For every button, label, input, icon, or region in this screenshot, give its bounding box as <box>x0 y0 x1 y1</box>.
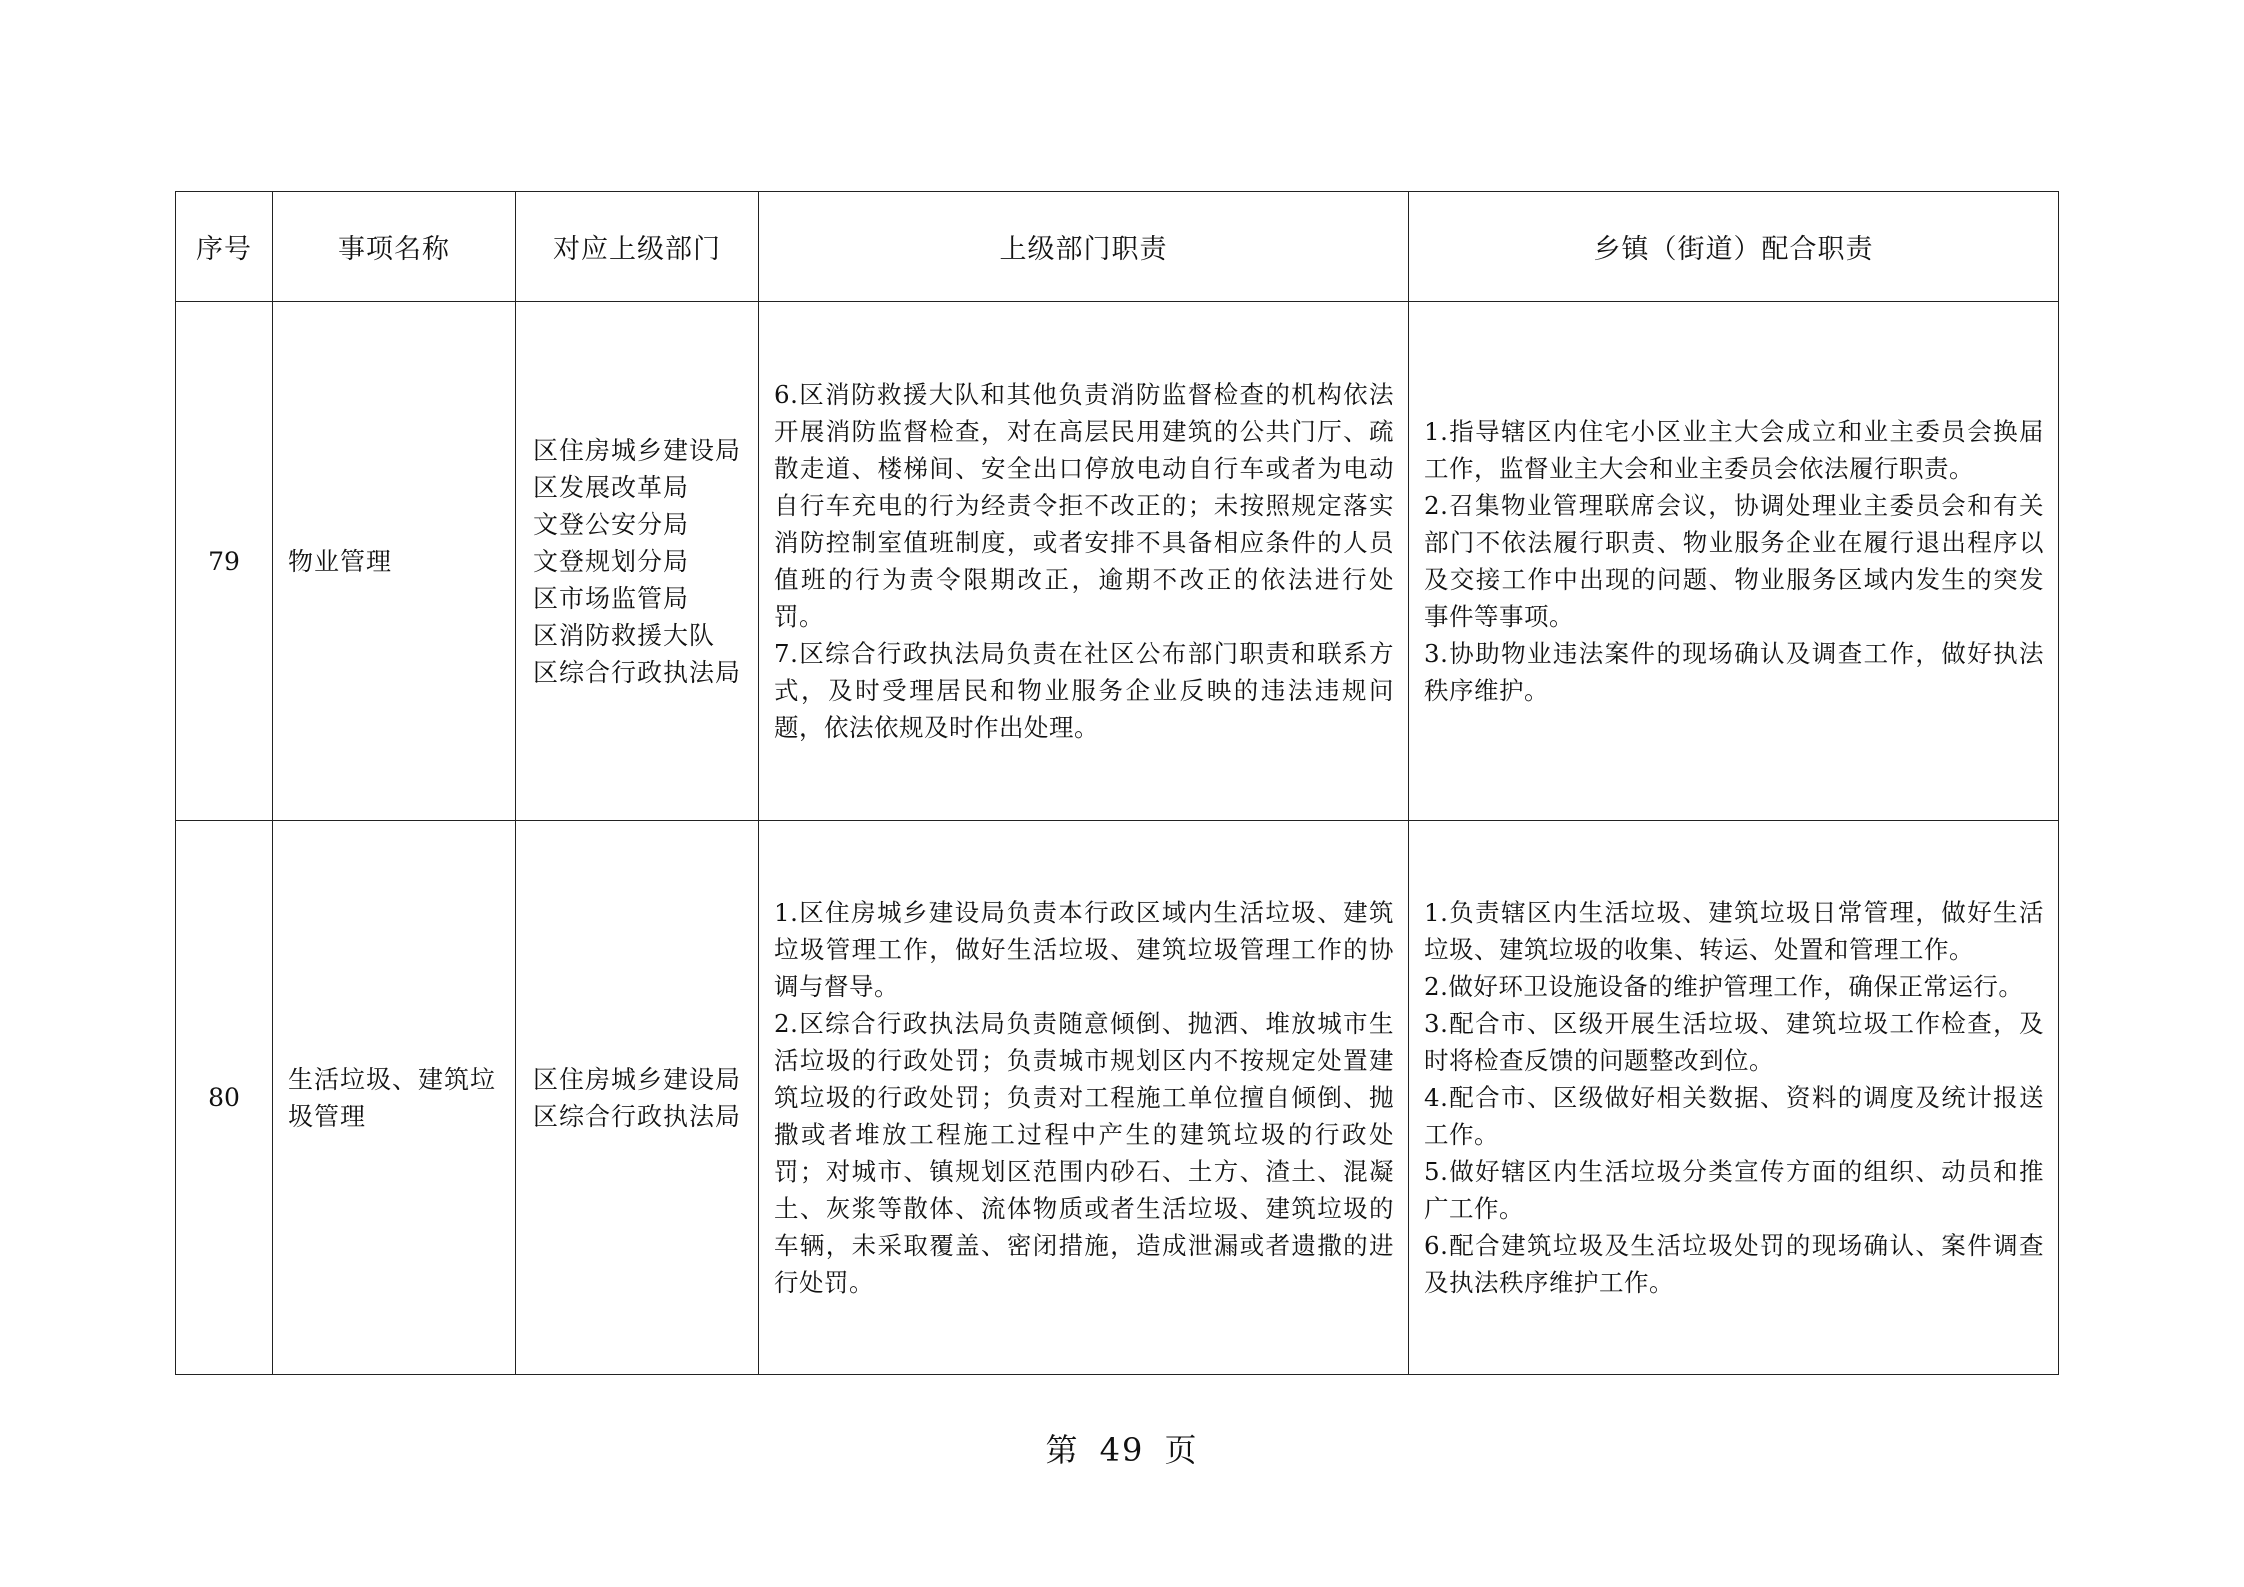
duty-item: 2.召集物业管理联席会议，协调处理业主委员会和有关部门不依法履行职责、物业服务企业在履行退出程序以及交接工作中出现的问题、物业服务区域内发生的突发事件等事项。 <box>1424 491 2044 631</box>
department: 区发展改革局 <box>533 472 690 502</box>
duty-item: 1.指导辖区内住宅小区业主大会成立和业主委员会换届工作，监督业主大会和业主委员会依法履行职责。 <box>1424 417 2044 483</box>
header-town-duties: 乡镇（街道）配合职责 <box>1409 192 2059 302</box>
duty-item: 2.做好环卫设施设备的维护管理工作，确保正常运行。 <box>1424 972 2024 1001</box>
responsibility-table <box>175 191 2059 1375</box>
item-name: 物业管理 <box>273 302 516 821</box>
duty-item: 3.协助物业违法案件的现场确认及调查工作，做好执法秩序维护。 <box>1424 639 2044 705</box>
header-no: 序号 <box>176 192 273 302</box>
department: 区市场监管局 <box>533 583 690 613</box>
row-number: 80 <box>176 821 273 1375</box>
department: 区综合行政执法局 <box>533 657 742 687</box>
duty-item: 5.做好辖区内生活垃圾分类宣传方面的组织、动员和推广工作。 <box>1424 1157 2044 1223</box>
table-row <box>176 302 2059 821</box>
town-duties <box>1409 821 2059 1375</box>
department: 区住房城乡建设局 <box>533 1064 742 1094</box>
duty-item: 6.配合建筑垃圾及生活垃圾处罚的现场确认、案件调查及执法秩序维护工作。 <box>1424 1231 2044 1297</box>
page-number: 49 <box>1099 1431 1145 1469</box>
table-header <box>176 192 2059 302</box>
header-item-name: 事项名称 <box>273 192 516 302</box>
duty-item: 7.区综合行政执法局负责在社区公布部门职责和联系方式，及时受理居民和物业服务企业反映的违法违规问题，依法依规及时作出处理。 <box>774 639 1394 742</box>
header-upper-duties: 上级部门职责 <box>759 192 1409 302</box>
department: 区综合行政执法局 <box>533 1101 742 1131</box>
item-name: 生活垃圾、建筑垃圾管理 <box>273 821 516 1375</box>
duty-item: 1.区住房城乡建设局负责本行政区域内生活垃圾、建筑垃圾管理工作，做好生活垃圾、建筑垃圾管理工作的协调与督导。 <box>774 898 1394 1001</box>
department: 文登公安分局 <box>533 509 690 539</box>
department-list <box>516 302 759 821</box>
duty-item: 6.区消防救援大队和其他负责消防监督检查的机构依法开展消防监督检查，对在高层民用建筑的公共门厅、疏散走道、楼梯间、安全出口停放电动自行车或者为电动自行车充电的行为经责令拒不改正的；未按照规定落实消防控制室值班制度，或者安排不具备相应条件的人员值班的行为责令限期改正，逾期不改正的依法进行处罚。 <box>774 380 1394 631</box>
duty-item: 2.区综合行政执法局负责随意倾倒、抛洒、堆放城市生活垃圾的行政处罚；负责城市规划区内不按规定处置建筑垃圾的行政处罚；负责对工程施工单位擅自倾倒、抛撒或者堆放工程施工过程中产生的建筑垃圾的行政处罚；对城市、镇规划区范围内砂石、土方、渣土、混凝土、灰浆等散体、流体物质或者生活垃圾、建筑垃圾的车辆，未采取覆盖、密闭措施，造成泄漏或者遗撒的进行处罚。 <box>774 1009 1394 1297</box>
row-number: 79 <box>176 302 273 821</box>
upper-duties <box>759 302 1409 821</box>
upper-duties <box>759 821 1409 1375</box>
table-row <box>176 821 2059 1375</box>
department: 区消防救援大队 <box>533 620 716 650</box>
department-list <box>516 821 759 1375</box>
header-department: 对应上级部门 <box>516 192 759 302</box>
page-footer <box>0 1425 2244 1471</box>
duty-item: 1.负责辖区内生活垃圾、建筑垃圾日常管理，做好生活垃圾、建筑垃圾的收集、转运、处置和管理工作。 <box>1424 898 2044 964</box>
page-suffix: 页 <box>1164 1431 1199 1469</box>
town-duties <box>1409 302 2059 821</box>
duty-item: 4.配合市、区级做好相关数据、资料的调度及统计报送工作。 <box>1424 1083 2044 1149</box>
department: 区住房城乡建设局 <box>533 435 742 465</box>
duty-item: 3.配合市、区级开展生活垃圾、建筑垃圾工作检查，及时将检查反馈的问题整改到位。 <box>1424 1009 2044 1075</box>
page-prefix: 第 <box>1045 1431 1080 1469</box>
department: 文登规划分局 <box>533 546 690 576</box>
